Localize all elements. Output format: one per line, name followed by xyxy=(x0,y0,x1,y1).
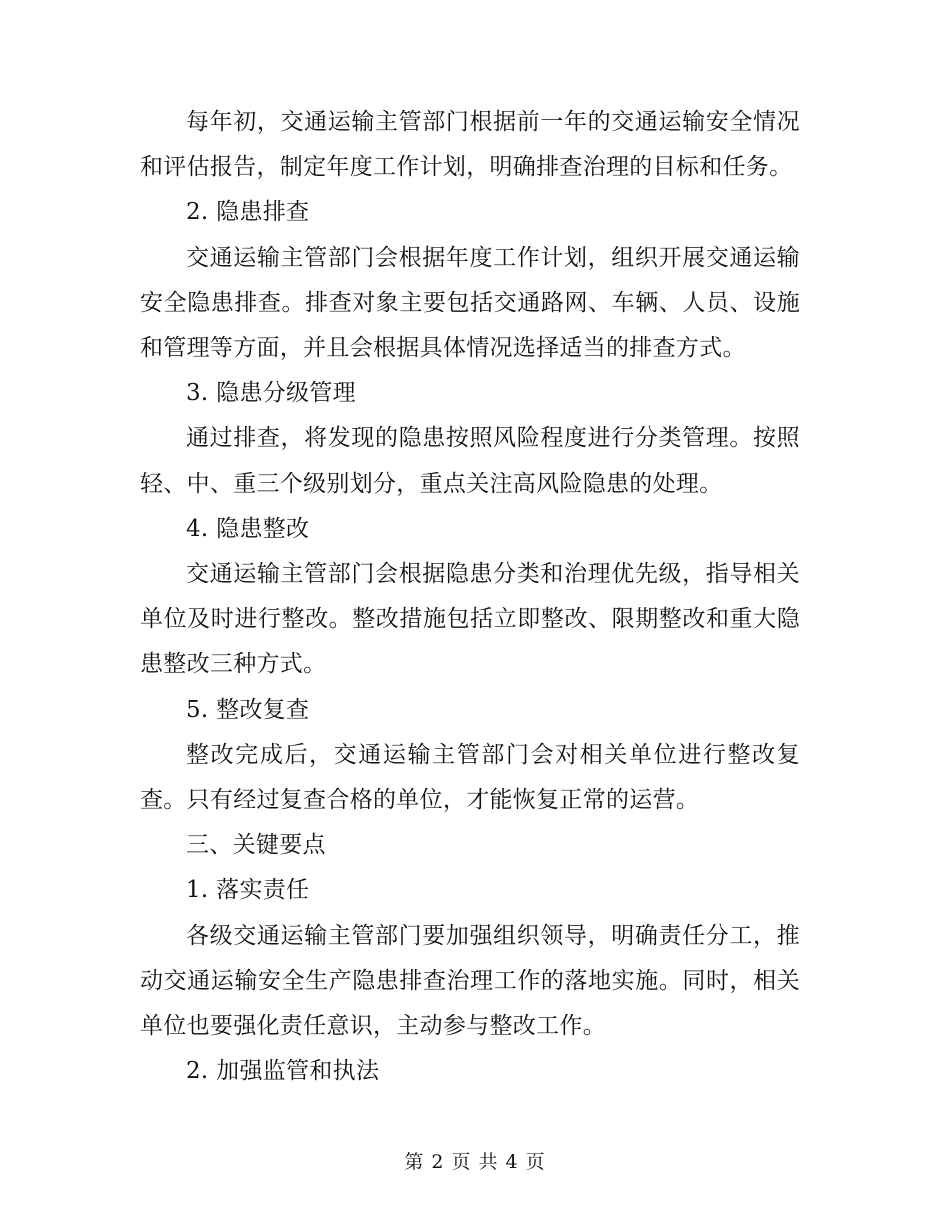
paragraph-rectification-review: 整改完成后，交通运输主管部门会对相关单位进行整改复查。只有经过复查合格的单位，才能恢复正常的运营。 xyxy=(140,741,800,814)
heading-hazard-rectification: 4. 隐患整改 xyxy=(186,515,310,542)
paragraph-assign-responsibility: 各级交通运输主管部门要加强组织领导，明确责任分工，推动交通运输安全生产隐患排查治理工作的落地实施。同时，相关单位也要强化责任意识，主动参与整改工作。 xyxy=(140,922,800,1040)
heading-hazard-inspection: 2. 隐患排查 xyxy=(186,199,310,226)
heading-rectification-review: 5. 整改复查 xyxy=(186,696,310,723)
paragraph-hazard-grading: 通过排查，将发现的隐患按照风险程度进行分类管理。按照轻、中、重三个级别划分，重点关注高风险隐患的处理。 xyxy=(140,425,800,497)
document-body xyxy=(140,100,800,1094)
heading-hazard-grading: 3. 隐患分级管理 xyxy=(186,380,356,407)
paragraph-annual-plan: 每年初，交通运输主管部门根据前一年的交通运输安全情况和评估报告，制定年度工作计划，明确排查治理的目标和任务。 xyxy=(140,109,800,181)
paragraph-hazard-inspection: 交通运输主管部门会根据年度工作计划，组织开展交通运输安全隐患排查。排查对象主要包括交通路网、车辆、人员、设施和管理等方面，并且会根据具体情况选择适当的排查方式。 xyxy=(140,244,800,362)
paragraph-hazard-rectification: 交通运输主管部门会根据隐患分类和治理优先级，指导相关单位及时进行整改。整改措施包括立即整改、限期整改和重大隐患整改三种方式。 xyxy=(140,561,800,678)
heading-assign-responsibility: 1. 落实责任 xyxy=(186,877,310,904)
page-number-footer: 第 2 页 共 4 页 xyxy=(404,1151,546,1173)
section-heading-key-points: 三、关键要点 xyxy=(186,832,326,859)
heading-supervision-enforcement: 2. 加强监管和执法 xyxy=(186,1058,380,1085)
